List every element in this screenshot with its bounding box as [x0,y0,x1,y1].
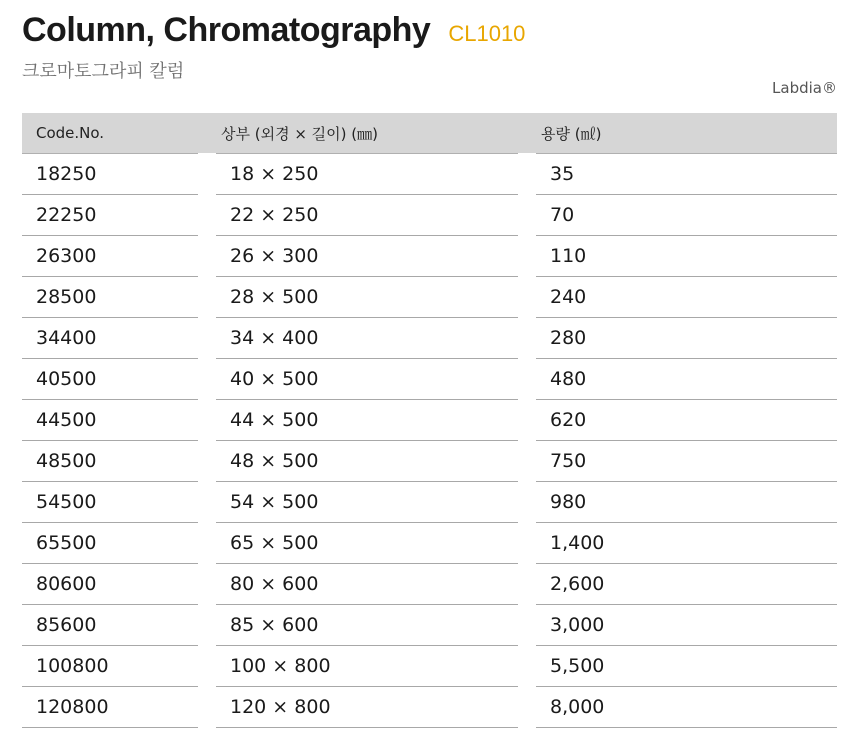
table-row [22,195,837,236]
cell-dimensions: 22 × 250 [207,195,527,236]
cell-dimensions: 44 × 500 [207,400,527,441]
cell-capacity: 35 [527,154,837,195]
table-row [22,687,837,728]
cell-code: 65500 [22,523,207,564]
cell-dimensions: 85 × 600 [207,605,527,646]
cell-code: 28500 [22,277,207,318]
cell-capacity: 5,500 [527,646,837,687]
table-row [22,277,837,318]
cell-capacity: 2,600 [527,564,837,605]
cell-code: 22250 [22,195,207,236]
cell-code: 34400 [22,318,207,359]
page-title [22,8,525,56]
cell-capacity: 1,400 [527,523,837,564]
cell-dimensions: 18 × 250 [207,154,527,195]
table-row [22,154,837,195]
table-row [22,482,837,523]
cell-capacity: 70 [527,195,837,236]
cell-dimensions: 40 × 500 [207,359,527,400]
table-header-row [22,113,837,154]
cell-code: 26300 [22,236,207,277]
cell-dimensions: 54 × 500 [207,482,527,523]
cell-capacity: 8,000 [527,687,837,728]
cell-capacity: 480 [527,359,837,400]
cell-dimensions: 80 × 600 [207,564,527,605]
cell-capacity: 110 [527,236,837,277]
cell-capacity: 980 [527,482,837,523]
cell-capacity: 240 [527,277,837,318]
column-header-dimensions: 상부 (외경 × 길이) (㎜) [207,113,527,154]
cell-dimensions: 48 × 500 [207,441,527,482]
cell-code: 120800 [22,687,207,728]
cell-dimensions: 100 × 800 [207,646,527,687]
cell-dimensions: 26 × 300 [207,236,527,277]
table-row [22,564,837,605]
table-row [22,400,837,441]
title-text: Column, Chromatography [22,11,431,49]
column-header-capacity: 용량 (㎖) [527,113,837,154]
table-row [22,646,837,687]
brand-label: Labdia® [772,79,837,97]
cell-capacity: 280 [527,318,837,359]
page-subtitle: 크로마토그라피 칼럼 [22,61,185,82]
spec-table [22,113,837,728]
table-row [22,236,837,277]
product-code: CL1010 [448,21,526,46]
cell-capacity: 620 [527,400,837,441]
cell-dimensions: 34 × 400 [207,318,527,359]
table-row [22,441,837,482]
table-row [22,318,837,359]
cell-dimensions: 120 × 800 [207,687,527,728]
cell-capacity: 750 [527,441,837,482]
cell-code: 18250 [22,154,207,195]
cell-dimensions: 28 × 500 [207,277,527,318]
column-header-code: Code.No. [22,113,207,154]
cell-code: 44500 [22,400,207,441]
cell-code: 48500 [22,441,207,482]
table-row [22,359,837,400]
cell-code: 40500 [22,359,207,400]
cell-code: 100800 [22,646,207,687]
cell-capacity: 3,000 [527,605,837,646]
cell-code: 85600 [22,605,207,646]
cell-dimensions: 65 × 500 [207,523,527,564]
table-row [22,605,837,646]
table-row [22,523,837,564]
cell-code: 54500 [22,482,207,523]
cell-code: 80600 [22,564,207,605]
